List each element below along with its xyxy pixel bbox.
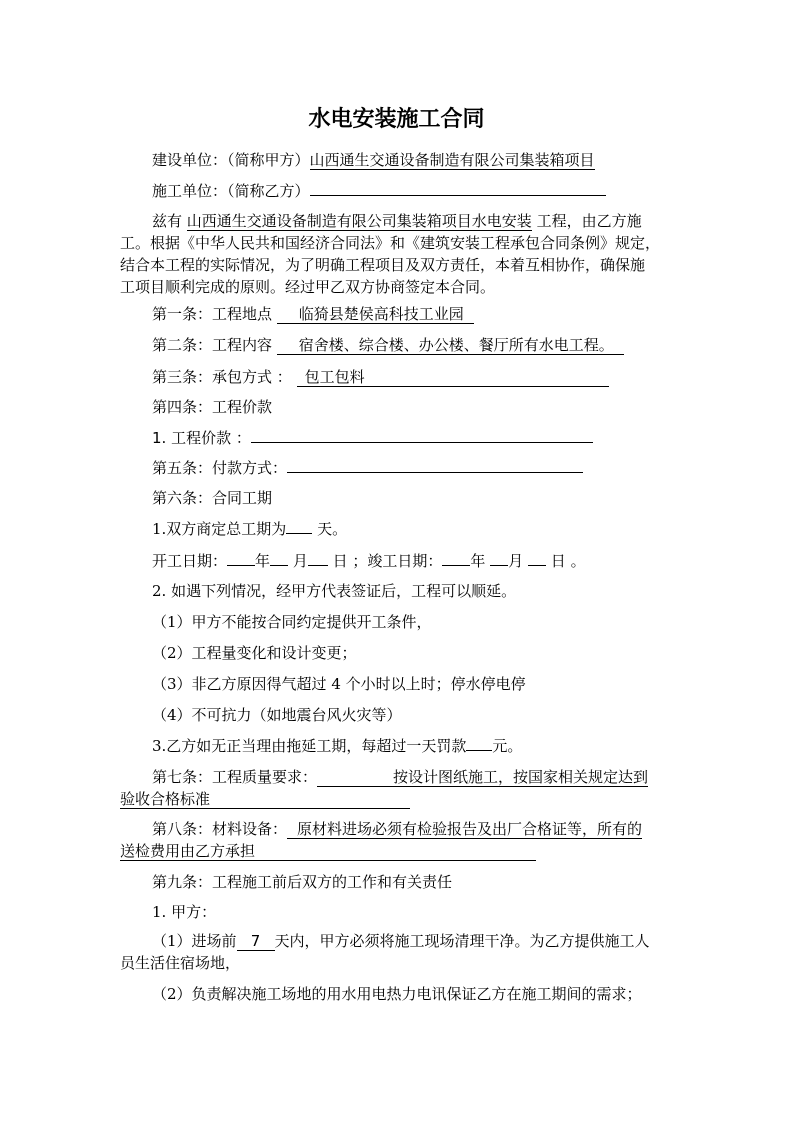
intro-prefix: 兹有 — [152, 212, 183, 230]
article-5-label: 第五条：付款方式： — [152, 459, 288, 477]
penalty-suffix: 元。 — [492, 737, 523, 755]
article-4: 第四条：工程价款 — [152, 398, 273, 416]
start-day-blank — [308, 565, 328, 566]
start-day-unit: 日 — [332, 552, 348, 570]
end-year-unit: 年 — [470, 552, 486, 570]
page-title: 水电安装施工合同 — [308, 107, 485, 132]
start-month-unit: 月 — [292, 552, 308, 570]
end-date-label: ；竣工日期： — [352, 552, 443, 570]
price-line — [152, 428, 593, 448]
builder-line — [152, 150, 595, 170]
article-2-label: 第二条：工程内容 — [152, 336, 273, 354]
end-day-blank — [528, 565, 546, 566]
start-date-label: 开工日期： — [152, 552, 228, 570]
intro-row-3: 结合本工程的实际情况，为了明确工程项目及双方责任，本着互相协作，确保施 — [120, 256, 646, 274]
duty-a2: （2）负责解决施工场地的用水用电热力电讯保证乙方在施工期间的需求； — [152, 985, 642, 1003]
delay-item: （2）工程量变化和设计变更； — [152, 644, 357, 662]
article-6: 第六条：合同工期 — [152, 489, 273, 507]
article-7-label: 第七条：工程质量要求： — [152, 768, 318, 786]
article-3 — [152, 367, 609, 387]
duty-a1-row-2: 员生活住宿场地， — [120, 954, 241, 972]
article-8-label: 第八条：材料设备： — [152, 820, 288, 838]
period-suffix: 天。 — [317, 520, 348, 538]
article-2-value: 宿舍楼、综合楼、办公楼、餐厅所有水电工程。 — [277, 336, 624, 355]
builder-value: 山西通生交通设备制造有限公司集装箱项目 — [309, 151, 595, 169]
article-7-row-1 — [120, 766, 676, 788]
article-3-label: 第三条：承包方式 ： — [152, 368, 292, 386]
delay-intro: 2. 如遇下列情况，经甲方代表签证后，工程可以顺延。 — [152, 582, 517, 600]
start-year-unit: 年 — [255, 552, 271, 570]
end-month-unit: 月 — [508, 552, 524, 570]
article-7-row-2 — [120, 788, 676, 810]
duty-a1-days: 7 — [237, 932, 275, 951]
period-line — [152, 519, 347, 539]
penalty-line — [152, 736, 522, 756]
period-days — [286, 533, 312, 534]
delay-item: （3）非乙方原因得气超过 4 个小时以上时；停水停电停 — [152, 675, 526, 693]
intro-row-4: 工项目顺利完成的原则。经过甲乙双方协商签定本合同。 — [120, 278, 496, 296]
article-7-value-cont: 验收合格标准 — [120, 790, 410, 809]
article-9: 第九条：工程施工前后双方的工作和有关责任 — [152, 873, 453, 891]
start-year-blank — [227, 565, 255, 566]
duty-a1-suffix: 天内，甲方必须将施工现场清理干净。为乙方提供施工人 — [274, 932, 650, 950]
article-1-value: 临猗县楚侯高科技工业园 — [277, 305, 474, 324]
article-1 — [152, 304, 474, 324]
party-a-label: 1. 甲方： — [152, 903, 217, 921]
end-year-blank — [442, 565, 470, 566]
intro-row-1 — [120, 210, 676, 232]
article-8 — [120, 818, 676, 862]
article-7 — [120, 766, 676, 810]
duty-a1-prefix: （1）进场前 — [152, 932, 237, 950]
delay-item: （1）甲方不能按合同约定提供开工条件， — [152, 613, 432, 631]
article-5-value — [287, 472, 583, 473]
start-month-blank — [270, 565, 288, 566]
contractor-label: 施工单位：（简称乙方） — [152, 182, 310, 200]
penalty-prefix: 3.乙方如无正当理由拖延工期，每超过一天罚款 — [152, 737, 467, 755]
dates-line — [152, 551, 586, 571]
article-8-row-2 — [120, 840, 676, 862]
duty-a1 — [120, 930, 676, 974]
article-8-value-cont: 送检费用由乙方承担 — [120, 842, 536, 861]
delay-item: （4）不可抗力（如地震台风火灾等） — [152, 706, 402, 724]
intro-row-2: 工。根据《中华人民共和国经济合同法》和《建筑安装工程承包合同条例》规定， — [120, 234, 661, 252]
article-3-value: 包工包料 — [297, 368, 609, 387]
end-month-blank — [490, 565, 508, 566]
price-label: 1. 工程价款 ： — [152, 429, 251, 447]
period-prefix: 1.双方商定总工期为 — [152, 520, 287, 538]
article-7-value: 按设计图纸施工，按国家相关规定达到 — [317, 768, 648, 787]
dates-end: 。 — [570, 552, 586, 570]
contractor-line — [152, 181, 606, 201]
builder-label: 建设单位：（简称甲方） — [152, 151, 310, 169]
price-value — [251, 442, 593, 443]
end-day-unit: 日 — [550, 552, 566, 570]
contractor-value — [310, 195, 606, 196]
article-8-value: 原材料进场必须有检验报告及出厂合格证等，所有的 — [287, 820, 642, 839]
article-5 — [152, 458, 583, 478]
article-8-row-1 — [120, 818, 676, 840]
article-2 — [152, 335, 624, 355]
intro-paragraph — [120, 210, 676, 298]
article-1-label: 第一条：工程地点 — [152, 305, 273, 323]
intro-line1-suffix: 工程，由乙方施 — [536, 212, 642, 230]
penalty-value — [466, 750, 492, 751]
intro-project: 山西通生交通设备制造有限公司集装箱项目水电安装 — [186, 212, 532, 230]
duty-a1-row-1 — [120, 930, 676, 952]
